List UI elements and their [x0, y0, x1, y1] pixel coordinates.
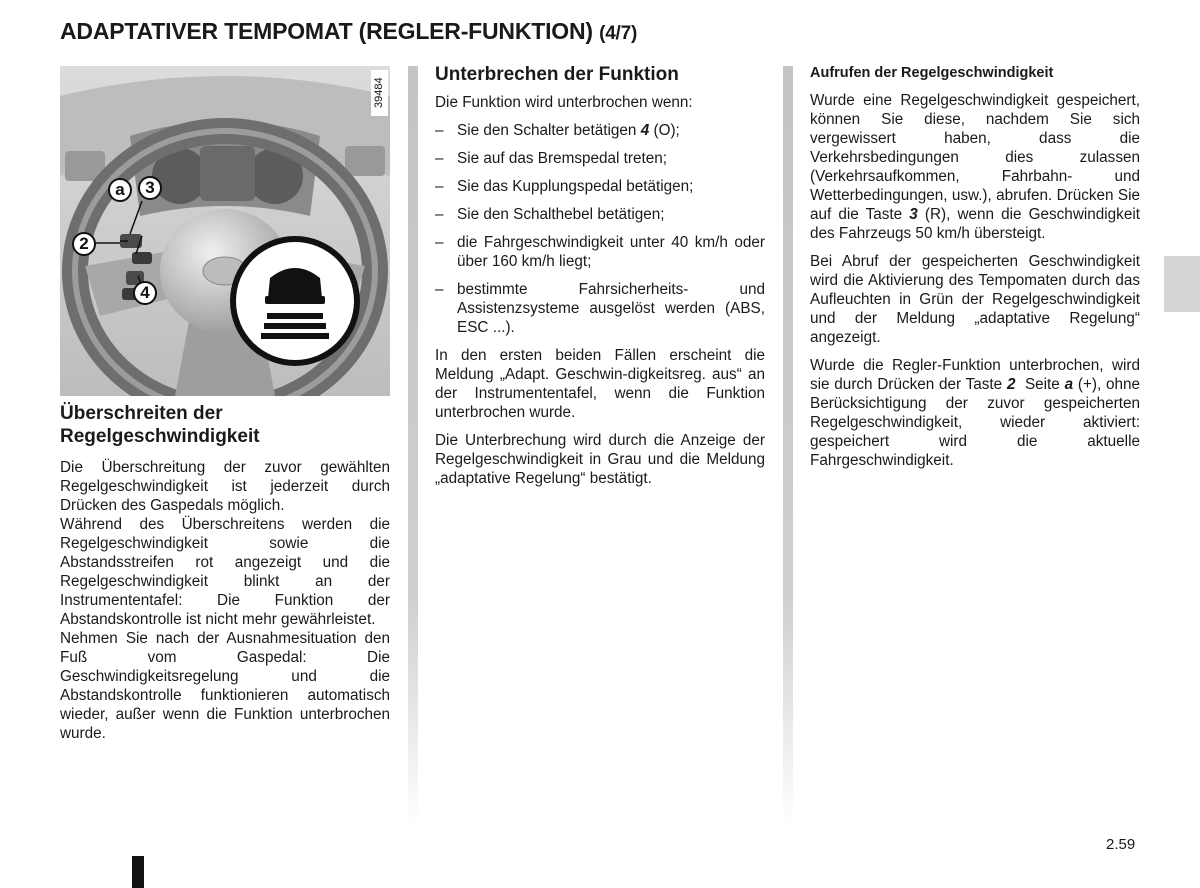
paragraph-text: Wurde die Regler-Funktion unterbrochen, wird sie durch Drücken der Taste — [810, 357, 1140, 393]
page-number: 2.59 — [1106, 836, 1136, 853]
section-heading-line1: Überschreiten der — [60, 403, 223, 424]
callout-2: 2 — [72, 232, 96, 256]
steering-wheel-drawing — [60, 66, 390, 396]
list-item: – Sie das Kupplungspedal betätigen; — [435, 177, 765, 196]
paragraph-text: (+), ohne Berücksichtigung der zuvor gespeicherten Regelgeschwindigkeit, wieder aktiviert: gespeichert wird die aktuelle Fahrgeschwindigkeit. — [810, 376, 1140, 469]
list-item: – Sie den Schalthebel betätigen; — [435, 205, 765, 224]
column-divider-right — [783, 66, 793, 826]
section-heading-exceeding — [60, 402, 390, 448]
list-item — [435, 121, 765, 140]
paragraph: Die Überschreitung der zuvor gewählten Regelgeschwindigkeit ist jederzeit durch Drücken des Gaspedals möglich. — [60, 459, 390, 514]
page-title — [60, 18, 637, 45]
paragraph — [810, 356, 1140, 470]
figure-reference-number: 39484 — [371, 70, 388, 116]
column-divider-left — [408, 66, 418, 826]
control-number: 3 — [909, 206, 918, 223]
paragraph: Die Unterbrechung wird durch die Anzeige der Regelgeschwindigkeit in Grau und die Meldung „adaptative Regelung“ bestätigt. — [435, 432, 765, 487]
section-heading-resume: Aufrufen der Regelgeschwindigkeit — [810, 65, 1054, 81]
section-heading-interrupt: Unterbrechen der Funktion — [435, 64, 679, 85]
page-title-text: ADAPTATIVER TEMPOMAT (REGLER-FUNKTION) — [60, 18, 593, 44]
control-number: 4 — [640, 122, 650, 139]
callout-4: 4 — [133, 281, 157, 305]
paragraph-text: (R), wenn die Geschwindigkeit des Fahrzeugs 50 km/h übersteigt. — [810, 206, 1140, 242]
left-column — [60, 402, 390, 743]
paragraph-text: Seite — [1015, 376, 1065, 393]
callout-a: a — [108, 178, 132, 202]
right-column — [810, 64, 1140, 470]
list-item: – die Fahrgeschwindigkeit unter 40 km/h oder über 160 km/h liegt; — [435, 233, 765, 271]
paragraph — [810, 91, 1140, 243]
chapter-tab-marker — [1164, 256, 1200, 312]
page-title-suffix: (4/7) — [599, 23, 638, 44]
list-item-text: (O); — [649, 122, 680, 139]
callout-3: 3 — [138, 176, 162, 200]
intro-text: Die Funktion wird unterbrochen wenn: — [435, 94, 693, 111]
print-marker — [132, 856, 144, 888]
paragraph: Während des Überschreitens werden die Regelgeschwindigkeit sowie die Abstandsstreifen rot angezeigt und die Regelgeschwindigkeit blinkt an der Instrumententafel: Die Funktion der Abstandskontrolle ist nicht mehr gewährleistet. — [60, 516, 390, 628]
list-item: – Sie auf das Bremspedal treten; — [435, 149, 765, 168]
middle-column — [435, 63, 765, 488]
control-letter: a — [1064, 376, 1074, 393]
list-item-text: Sie den Schalter betätigen — [457, 122, 641, 139]
control-number: 2 — [1006, 376, 1016, 393]
list-item: – bestimmte Fahrsicherheits- und Assistenzsysteme ausgelöst werden (ABS, ESC ...). — [435, 280, 765, 337]
paragraph: Bei Abruf der gespeicherten Geschwindigkeit wird die Aktivierung des Tempomaten durch das Aufleuchten in Grün der Regelgeschwindigkeit und der Meldung „adaptative Regelung“ angezeigt. — [810, 253, 1140, 346]
steering-wheel-illustration — [60, 66, 390, 396]
section-heading-line2: Regelgeschwindigkeit — [60, 426, 260, 447]
interrupt-conditions-list — [435, 121, 765, 337]
paragraph-text: Wurde eine Regelgeschwindigkeit gespeichert, können Sie diese, nachdem Sie sich vergewissert haben, dass die Verkehrsbedingungen dies zulassen (Verkehrsaufkommen, Fahrbahn- und Wetterbedingungen, usw.), abrufen. Drücken Sie auf die Taste — [810, 92, 1140, 223]
paragraph: In den ersten beiden Fällen erscheint die Meldung „Adapt. Geschwin-digkeitsreg. aus“ an der Instrumententafel, wenn die Funktion unterbrochen wurde. — [435, 347, 765, 421]
paragraph: Nehmen Sie nach der Ausnahmesituation den Fuß vom Gaspedal: Die Geschwindigkeitsregelung und die Abstandskontrolle funktionieren automatisch wieder, außer wenn die Funktion unterbrochen wurde. — [60, 630, 390, 742]
